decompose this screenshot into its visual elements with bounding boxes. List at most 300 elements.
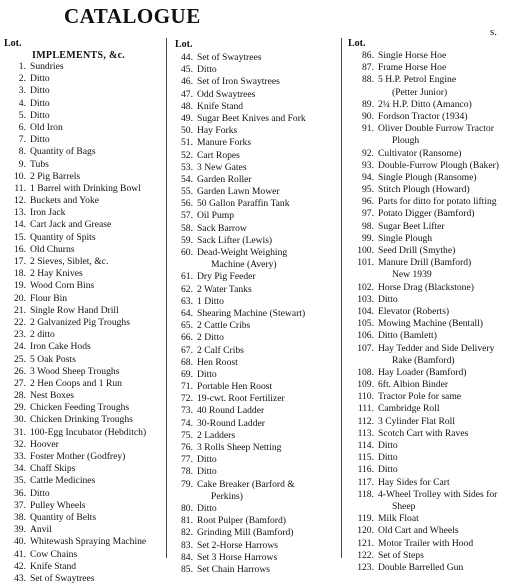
lot-row [344,50,510,62]
lot-number: 113. [357,427,374,439]
lot-description: Pulley Wheels [30,499,86,511]
lot-number: 91. [362,123,374,135]
lot-description: 2 Calf Cribs [197,344,244,356]
lot-row [167,125,341,137]
lot-row [344,294,510,306]
lot-row [0,475,162,487]
lot-description: Cattle Medicines [30,475,96,487]
lot-description: Fordson Tractor (1934) [378,110,468,122]
lot-row [167,357,341,369]
lot-description: Sugar Beet Knives and Fork [197,112,306,124]
lot-list [0,61,162,585]
lot-description: Ditto [378,464,398,476]
lot-number: 33. [14,451,26,462]
lot-description: Single Plough [378,232,433,244]
lot-number: 8. [18,146,26,158]
lot-row [167,479,341,491]
lot-number: 81. [181,515,193,527]
lot-number: 47. [181,88,193,100]
lot-row [167,405,341,417]
lot-row [344,123,510,135]
lot-row [344,489,510,501]
lot-number [167,491,197,503]
lot-number: 2. [18,73,26,85]
lot-row [344,99,510,111]
lot-description: Ditto [378,452,398,464]
lot-number: 88. [362,74,374,86]
lot-number: 29. [14,402,26,414]
lot-number: 36. [14,487,26,499]
lot-description: Chicken Feeding Troughs [30,402,130,414]
lot-number: 65. [181,320,193,332]
lot-description: Elevator (Roberts) [378,305,450,317]
lot-row [167,76,341,88]
lot-number: 14. [14,219,26,231]
lot-row [0,171,162,183]
lot-number: 59. [181,234,193,246]
lot-description: Anvil [30,524,52,536]
lot-row [167,381,341,393]
lot-header: Lot. [348,38,366,49]
lot-description: Set of Swaytrees [197,52,262,63]
lot-number [167,259,197,271]
lot-description: Double-Furrow Plough (Baker) [378,159,499,171]
lot-row [167,235,341,247]
lot-number: 23. [14,329,26,341]
lot-number [344,135,378,147]
lot-description: Ditto (Bamlett) [378,330,437,342]
lot-number: 93. [362,159,374,171]
lot-row [0,122,162,134]
lot-list [167,52,341,576]
lot-row [167,150,341,162]
lot-number: 30. [14,414,26,426]
lot-number: 117. [357,476,374,488]
lot-row [344,135,510,147]
lot-description: Portable Hen Roost [197,381,273,393]
lot-description: 3 Wood Sheep Troughs [30,365,120,377]
lot-number: 9. [18,158,26,170]
lot-description: 1 Ditto [197,295,224,307]
lot-description: Ditto [378,440,398,451]
lot-description: Buckets and Yoke [30,195,100,207]
lot-description: Seed Drill (Smythe) [378,245,456,256]
lot-row [344,452,510,464]
lot-description: 2 Hay Knives [30,268,83,280]
lot-description: Ditto [30,97,50,109]
lot-row [167,491,341,503]
lot-description: Hoover [30,438,59,450]
lot-description: Ditto [30,73,50,85]
lot-description: Foster Mother (Godfrey) [30,451,126,462]
lot-number: 44. [181,52,193,63]
lot-description: 2 Ladders [197,429,236,441]
lot-description: Quantity of Spits [30,231,96,243]
lot-number: 40. [14,536,26,548]
lot-description: 50 Gallon Paraffin Tank [197,198,290,210]
lot-description: 19-cwt. Root Fertilizer [197,393,285,405]
lot-number: 17. [14,256,26,267]
lot-number: 34. [14,463,26,475]
lot-row [167,430,341,442]
lot-row [344,391,510,403]
lot-description: Ditto [378,293,398,305]
lot-number: 21. [14,304,26,316]
lot-row [0,402,162,414]
lot-row [0,524,162,536]
lot-number: 102. [357,281,374,293]
lot-description: Cultivator (Ransome) [378,147,462,159]
lot-row [0,366,162,378]
lot-description: 100-Egg Incubator (Hebditch) [30,426,147,438]
lot-description: Set of Steps [378,549,424,561]
lot-row [167,259,341,271]
lot-row [167,223,341,235]
lot-row [344,403,510,415]
lot-number: 11. [14,182,26,194]
lot-number: 119. [357,513,374,525]
lot-description: Sundries [30,61,64,72]
lot-number: 78. [181,466,193,478]
lot-row [0,280,162,292]
lot-description: 2 Ditto [197,332,224,344]
lot-number: 74. [181,417,193,429]
lot-row [0,317,162,329]
lot-number: 80. [181,502,193,514]
lot-description: 40 Round Ladder [197,405,265,417]
lot-row [167,162,341,174]
lot-number: 55. [181,186,193,198]
lot-number: 56. [181,198,193,210]
lot-description: Quantity of Bags [30,146,96,158]
lot-description: Milk Float [378,513,419,525]
lot-description: Set 3 Horse Harrows [197,551,278,563]
lot-number: 6. [18,121,26,133]
lot-description: Ditto [197,64,217,76]
lot-row [167,393,341,405]
lot-description: Hen Roost [197,356,238,368]
lot-number: 116. [357,464,374,476]
lot-description: 3 Rolls Sheep Netting [197,442,282,453]
lot-description: Cambridge Roll [378,403,440,415]
lot-number: 38. [14,511,26,523]
lot-description: Ditto [30,487,50,499]
lot-number: 64. [181,307,193,319]
lot-description: Tractor Pole for same [378,391,462,403]
lot-row [167,369,341,381]
lot-description: Garden Lawn Mower [197,186,280,198]
lot-number: 94. [362,171,374,183]
lot-row [0,73,162,85]
lot-description: Sack Lifter (Lewis) [197,234,273,246]
lot-number: 45. [181,64,193,76]
lot-row [0,146,162,158]
lot-row [167,198,341,210]
lot-number: 42. [14,560,26,572]
lot-number: 61. [181,271,193,283]
lot-row [344,330,510,342]
lot-description: 30-Round Ladder [197,417,265,429]
lot-number: 120. [357,525,374,537]
lot-number: 31. [14,426,26,438]
lot-description: Nest Boxes [30,390,74,402]
lot-description: 5 H.P. Petrol Engine [378,74,457,86]
lot-number: 43. [14,572,26,584]
lot-number: 75. [181,429,193,441]
lot-number [344,269,378,281]
lot-description: 4-Wheel Trolley with Sides for [378,488,498,500]
lot-description: Cow Chains [30,548,78,560]
lot-number: 10. [14,170,26,182]
lot-description: Ditto [30,85,50,97]
lot-description: 2 Water Tanks [197,283,252,295]
lot-row [0,329,162,341]
lot-description: 1 Barrel with Drinking Bowl [30,182,141,194]
lot-row [344,477,510,489]
lot-number: 79. [181,478,193,490]
catalogue-column-1 [0,0,162,584]
lot-number: 96. [362,196,374,208]
lot-number: 108. [357,366,374,378]
lot-description: Knife Stand [30,560,77,572]
lot-description: Single Horse Hoe [378,50,447,61]
lot-number: 105. [357,318,374,330]
lot-row [167,174,341,186]
lot-number: 24. [14,341,26,353]
lot-row [0,207,162,219]
lot-number: 1. [18,61,26,72]
lot-number: 39. [14,524,26,536]
lot-description: 2 Hen Coops and 1 Run [30,377,122,389]
lot-number: 68. [181,356,193,368]
lot-row [167,332,341,344]
lot-number: 76. [181,442,193,453]
lot-description: Set of Swaytrees [30,572,95,584]
lot-number: 114. [357,440,374,451]
lot-row [167,466,341,478]
lot-number: 66. [181,332,193,344]
lot-number: 98. [362,220,374,232]
lot-description: Oil Pump [197,210,235,222]
lot-description: Odd Swaytrees [197,88,256,100]
lot-row [0,512,162,524]
lot-number: 95. [362,184,374,196]
lot-row [0,439,162,451]
lot-row [344,538,510,550]
lot-description: Old Cart and Wheels [378,525,459,537]
lot-number: 72. [181,393,193,405]
lot-row [344,367,510,379]
lot-number: 122. [357,549,374,561]
lot-number: 18. [14,268,26,280]
lot-row [344,74,510,86]
lot-row [344,257,510,269]
lot-row [344,245,510,257]
lot-number: 101. [357,257,374,269]
lot-row [167,89,341,101]
lot-row [344,172,510,184]
lot-number: 87. [362,62,374,74]
lot-row [0,219,162,231]
lot-number: 16. [14,243,26,255]
lot-description: 2 Pig Barrels [30,170,81,182]
lot-number: 19. [14,280,26,292]
lot-row [167,296,341,308]
lot-description: Ditto [197,466,217,478]
lot-row [344,208,510,220]
lot-description: Iron Jack [30,207,66,219]
lot-description: Hay Sides for Cart [378,476,450,488]
lot-row [344,221,510,233]
lot-description: Ditto [30,134,50,146]
lot-description: Old Iron [30,121,63,133]
lot-number: 12. [14,195,26,207]
lot-row [344,464,510,476]
lot-description: Scotch Cart with Raves [378,427,469,439]
lot-number: 49. [181,112,193,124]
lot-number: 28. [14,390,26,402]
lot-row [0,573,162,585]
lot-description: Wood Corn Bins [30,280,95,292]
lot-header: Lot. [175,39,193,50]
lot-row [344,111,510,123]
lot-number: 92. [362,147,374,159]
lot-row [344,525,510,537]
lot-row [0,354,162,366]
lot-number: 25. [14,353,26,365]
lot-row [167,503,341,515]
lot-description: 2 Cattle Cribs [197,320,251,332]
lot-row [167,113,341,125]
lot-number [344,501,378,513]
lot-number: 35. [14,475,26,487]
lot-number: 52. [181,149,193,161]
lot-number: 15. [14,231,26,243]
lot-row [167,345,341,357]
corner-mark: s. [490,26,498,38]
lot-description: Ditto [30,109,50,121]
lot-description: Dry Pig Feeder [197,271,256,283]
lot-number: 89. [362,98,374,110]
lot-row [167,308,341,320]
lot-number: 90. [362,110,374,122]
lot-row [0,61,162,73]
lot-row [167,442,341,454]
lot-number: 37. [14,499,26,511]
lot-row [0,536,162,548]
lot-row [344,416,510,428]
lot-row [0,463,162,475]
lot-description: Whitewash Spraying Machine [30,536,147,548]
lot-number: 71. [181,381,193,393]
lot-number: 112. [357,415,374,427]
lot-description: 2¼ H.P. Ditto (Amanco) [378,98,472,110]
lot-row [344,550,510,562]
lot-description: Ditto [197,454,217,466]
lot-description: Perkins) [211,490,243,502]
lot-description: Double Barrelled Gun [378,561,464,573]
lot-row [167,210,341,222]
lot-description: 3 New Gates [197,161,247,173]
lot-number: 73. [181,405,193,417]
catalogue-column-3 [344,0,510,573]
lot-number: 103. [357,293,374,305]
lot-number: 54. [181,173,193,185]
lot-number: 85. [181,563,193,575]
lot-number: 3. [18,85,26,97]
lot-description: 6ft. Albion Binder [378,379,449,391]
lot-number: 57. [181,210,193,222]
lot-number: 20. [14,292,26,304]
lot-description: Mowing Machine (Bentall) [378,318,483,330]
lot-description: Rake (Bamford) [392,354,455,366]
lot-number: 115. [357,452,374,464]
lot-number: 4. [18,97,26,109]
lot-row [0,500,162,512]
lot-number: 97. [362,208,374,220]
lot-row [344,196,510,208]
lot-description: Chaff Skips [30,463,76,475]
lot-number: 13. [14,207,26,219]
lot-number: 111. [357,403,374,415]
lot-description: (Petter Junior) [392,86,448,98]
lot-description: Sugar Beet Lifter [378,220,445,232]
lot-description: Set Chain Harrows [197,563,271,575]
lot-row [344,184,510,196]
lot-row [167,64,341,76]
lot-description: Flour Bin [30,292,68,304]
lot-number: 48. [181,100,193,112]
lot-row [344,562,510,574]
lot-row [0,268,162,280]
lot-description: Parts for ditto for potato lifting [378,196,497,208]
lot-description: Knife Stand [197,100,244,112]
catalogue-title: CATALOGUE [64,4,201,28]
lot-row [0,305,162,317]
lot-description: Set of Iron Swaytrees [197,76,280,88]
lot-row [344,160,510,172]
lot-description: New 1939 [392,269,432,281]
lot-description: 2 ditto [30,329,55,341]
lot-description: Iron Cake Hods [30,341,91,353]
lot-description: Dead-Weight Weighing [197,247,288,258]
lot-number: 41. [14,548,26,560]
lot-description: Shearing Machine (Stewart) [197,307,306,319]
lot-number: 27. [14,377,26,389]
lot-number: 63. [181,295,193,307]
lot-row [344,269,510,281]
lot-number: 51. [181,137,193,149]
lot-row [344,282,510,294]
lot-row [167,271,341,283]
lot-number: 84. [181,551,193,563]
lot-number: 50. [181,125,193,137]
lot-description: Manure Forks [197,137,252,149]
lot-row [0,427,162,439]
lot-row [344,62,510,74]
lot-row [344,343,510,355]
lot-row [0,98,162,110]
lot-description: Set 2-Horse Harrows [197,539,278,551]
lot-description: Frame Horse Hoe [378,62,447,74]
lot-description: Potato Digger (Bamford) [378,208,475,220]
lot-row [0,232,162,244]
lot-description: Ditto [197,368,217,380]
lot-description: Hay Loader (Bamford) [378,366,467,378]
lot-row [0,549,162,561]
lot-number: 53. [181,161,193,173]
lot-row [167,552,341,564]
